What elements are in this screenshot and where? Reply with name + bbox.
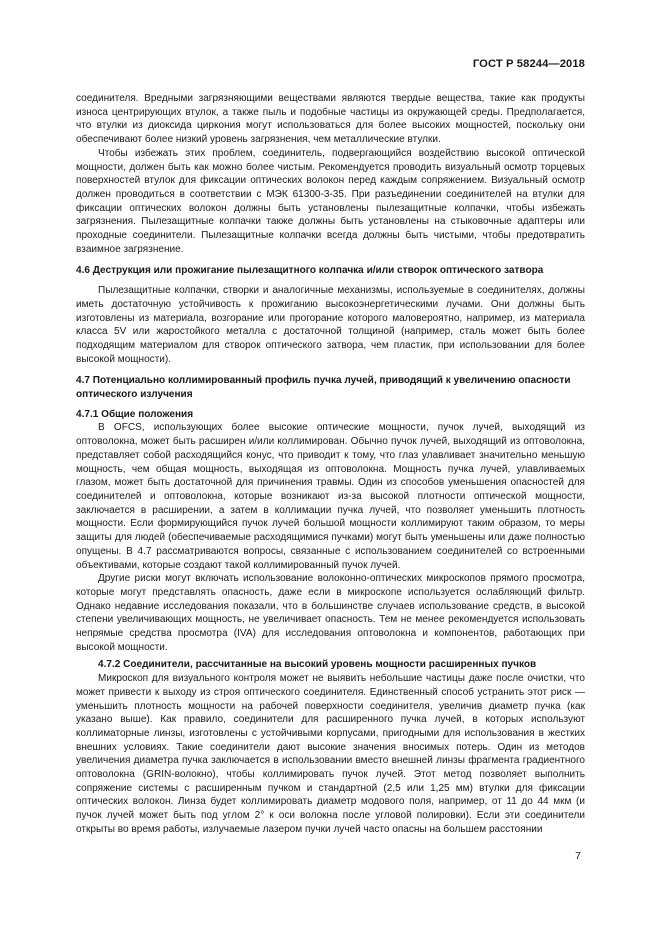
paragraph-intro-1: соединителя. Вредными загрязняющими веществами являются твердые вещества, такие как продукты износа центрирующих втулок, а также пыль и подобные частицы из окружающей среды. Предполагается, что втулки из диоксида циркония могут использоваться для более высоких мощностей, поскольку они обеспечивают более низкий уровень загрязнения, чем металлические втулки. xyxy=(76,93,585,146)
page-number: 7 xyxy=(575,850,581,862)
paragraph-intro-2: Чтобы избежать этих проблем, соединитель, подвергающийся воздействию высокой оптической мощности, должен быть как можно более чистым. Рекомендуется проводить визуальный осмотр торцевых поверхностей втулок для фиксации оптических волокон перед каждым сопряжением. Визуальный осмотр должен проводиться в соответствии с МЭК 61300-3-35. При разъединении соединителей на втулки для фиксации оптических волокон должны быть установлены пылезащитные колпачки, чтобы избежать загрязнения. Пылезащитные колпачки также должны быть установлены на стыковочные адаптеры или проходные соединители. Пылезащитные колпачки всегда должны быть чистыми, чтобы предотвратить взаимное загрязнение. xyxy=(76,147,585,255)
section-heading-4-6: 4.6 Деструкция или прожигание пылезащитного колпачка и/или створок оптического затвора xyxy=(76,265,544,277)
document-body xyxy=(76,92,585,837)
document-header: ГОСТ Р 58244—2018 xyxy=(472,58,585,70)
section-heading-4-7: 4.7 Потенциально коллимированный профиль пучка лучей, приводящий к увеличению опасности оптического излучения xyxy=(76,375,571,401)
paragraph-4-6: Пылезащитные колпачки, створки и аналогичные механизмы, используемые в соединителях, должны иметь достаточную устойчивость к прожиганию высокоэнергетическими лучами. Они должны быть изготовлены из материала, возгорание или прогорание которого маловероятно, например, из материала класса 5V или жаростойкого металла с достаточной толщиной (например, сталь может быть более подходящим материалом для створок оптического затвора, чем пластик, при использовании для более высокой мощности). xyxy=(76,285,585,365)
section-heading-4-7-1: 4.7.1 Общие положения xyxy=(76,408,194,420)
paragraph-4-7-1-b: Другие риски могут включать использование волоконно-оптических микроскопов прямого просмотра, которые могут представлять опасность, даже если в микроскопе используется ослабляющий фильтр. Однако недавние исследования показали, что в большинстве случаев использование средств, в высокой степени увеличивающих мощность, не увеличивает опасность. Тем не менее рекомендуется использовать непрямые средства просмотра (IVA) для исследования оптоволокна и компонентов, работающих при высокой мощности. xyxy=(76,573,585,653)
paragraph-4-7-2: Микроскоп для визуального контроля может не выявить небольшие частицы даже после очистки, что может привести к выходу из строя оптического соединителя. Единственный способ устранить этот риск — уменьшить плотность мощности на рабочей поверхности соединителя, увеличив диаметр пучка (как указано выше). Как правило, соединители для расширенного пучка лучей, в которых используют коллиматорные линзы, изготовлены с устойчивыми корпусами, пригодными для использования в жестких внешних условиях. Такие соединители дают высокие значения вносимых потерь. Один из методов увеличения диаметра пучка заключается в использовании вместо внешней линзы фрагмента градиентного оптоволокна (GRIN-волокно), чтобы коллимировать пучок лучей. Этот метод позволяет выполнить сопряжение системы с расширенным пучком и стандартной (2,5 или 1,25 мм) втулки для фиксации оптических волокон. Линза будет коллимировать диаметр модового поля, например, от 11 до 44 мкм (и пучок лучей может быть под углом 2° к оси волокна после угловой полировки). Если эти соединители открыты во время работы, излучаемые лазером пучки лучей часто опасны на большем расстоянии xyxy=(76,673,585,835)
paragraph-4-7-1-a: В OFCS, использующих более высокие оптические мощности, пучок лучей, выходящий из оптоволокна, может быть расширен и/или коллимирован. Обычно пучок лучей, выходящий из оптоволокна, представляет собой расходящийся конус, что приводит к тому, что глаз улавливает значительно меньшую мощность, чем общая мощность, выходящая из оптоволокна. Мощность пучка лучей, улавливаемых глазом, может быть достаточной для причинения травмы. Один из способов уменьшения опасностей для соединителей и оптоволокна, которые возникают из-за высокой плотности оптической мощности, заключается в расширении, а затем в коллимации пучка лучей, что позволяет уменьшить плотность мощности. Если формирующийся пучок лучей большой мощности коллимируют таким образом, то меры защиты для людей (обеспечиваемые расходящимися пучками) могут быть уменьшены или даже полностью опущены. В 4.7 рассматриваются вопросы, связанные с использованием соединителей со встроенными объективами, которые создают такой коллимированный пучок лучей. xyxy=(76,422,585,571)
section-heading-4-7-2: 4.7.2 Соединители, рассчитанные на высокий уровень мощности расширенных пучков xyxy=(98,659,537,671)
